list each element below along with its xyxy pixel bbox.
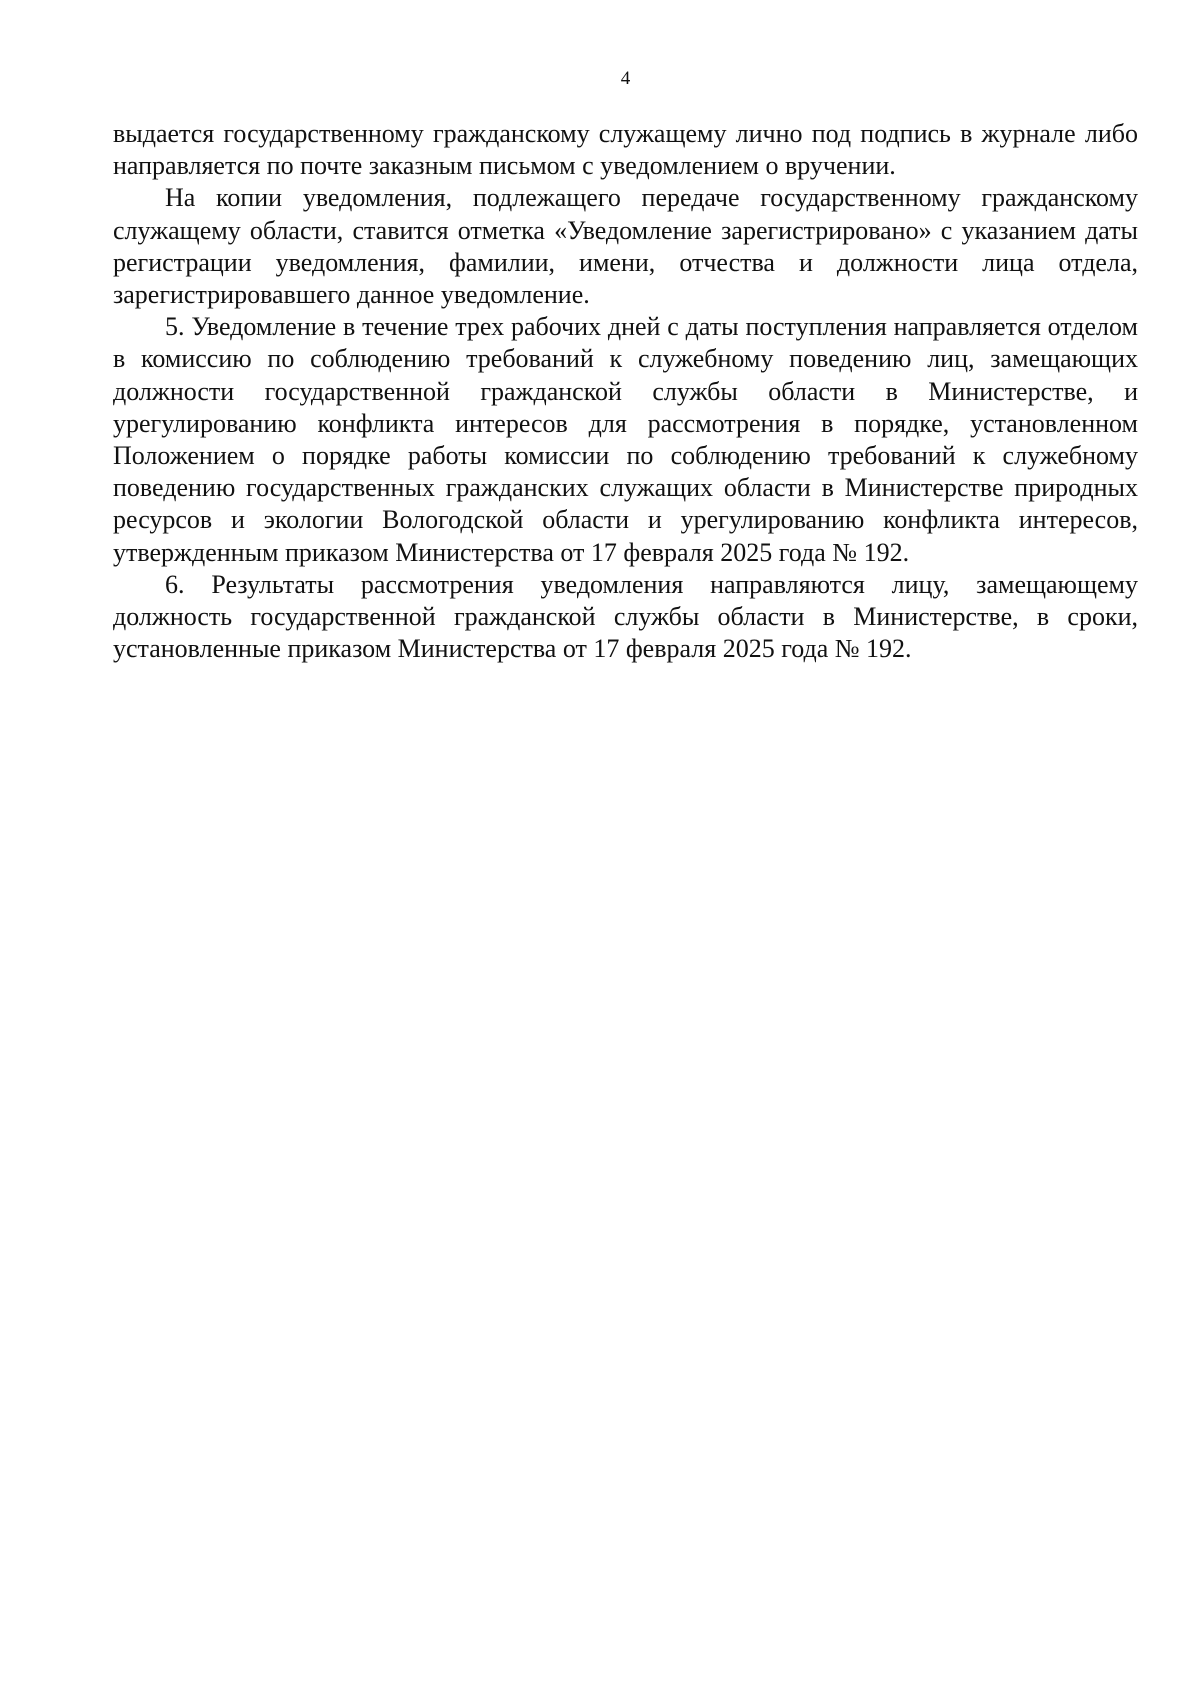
page-number: 4: [620, 68, 631, 89]
paragraph-copy-notice: На копии уведомления, подлежащего передаче государственному гражданскому служащему области, ставится отметка «Уведомление зарегистрировано» с указанием даты регистрации уведомления, фамилии, имени, отчества и должности лица отдела, зарегистрировавшего данное уведомление.: [113, 183, 1138, 310]
document-body: [113, 118, 1138, 665]
paragraph-item-6: 6. Результаты рассмотрения уведомления направляются лицу, замещающему должность государственной гражданской службы области в Министерстве, в сроки, установленные приказом Министерства от 17 февраля 2025 года № 192.: [113, 569, 1138, 664]
paragraph-item-5: 5. Уведомление в течение трех рабочих дней с даты поступления направляется отделом в комиссию по соблюдению требований к служебному поведению лиц, замещающих должности государственной гражданской службы области в Министерстве, и урегулированию конфликта интересов для рассмотрения в порядке, установленном Положением о порядке работы комиссии по соблюдению требований к служебному поведению государственных гражданских служащих области в Министерстве природных ресурсов и экологии Вологодской области и урегулированию конфликта интересов, утвержденным приказом Министерства от 17 февраля 2025 года № 192.: [113, 312, 1138, 567]
paragraph-continuation: выдается государственному гражданскому служащему лично под подпись в журнале либо направляется по почте заказным письмом с уведомлением о вручении.: [113, 119, 1138, 181]
